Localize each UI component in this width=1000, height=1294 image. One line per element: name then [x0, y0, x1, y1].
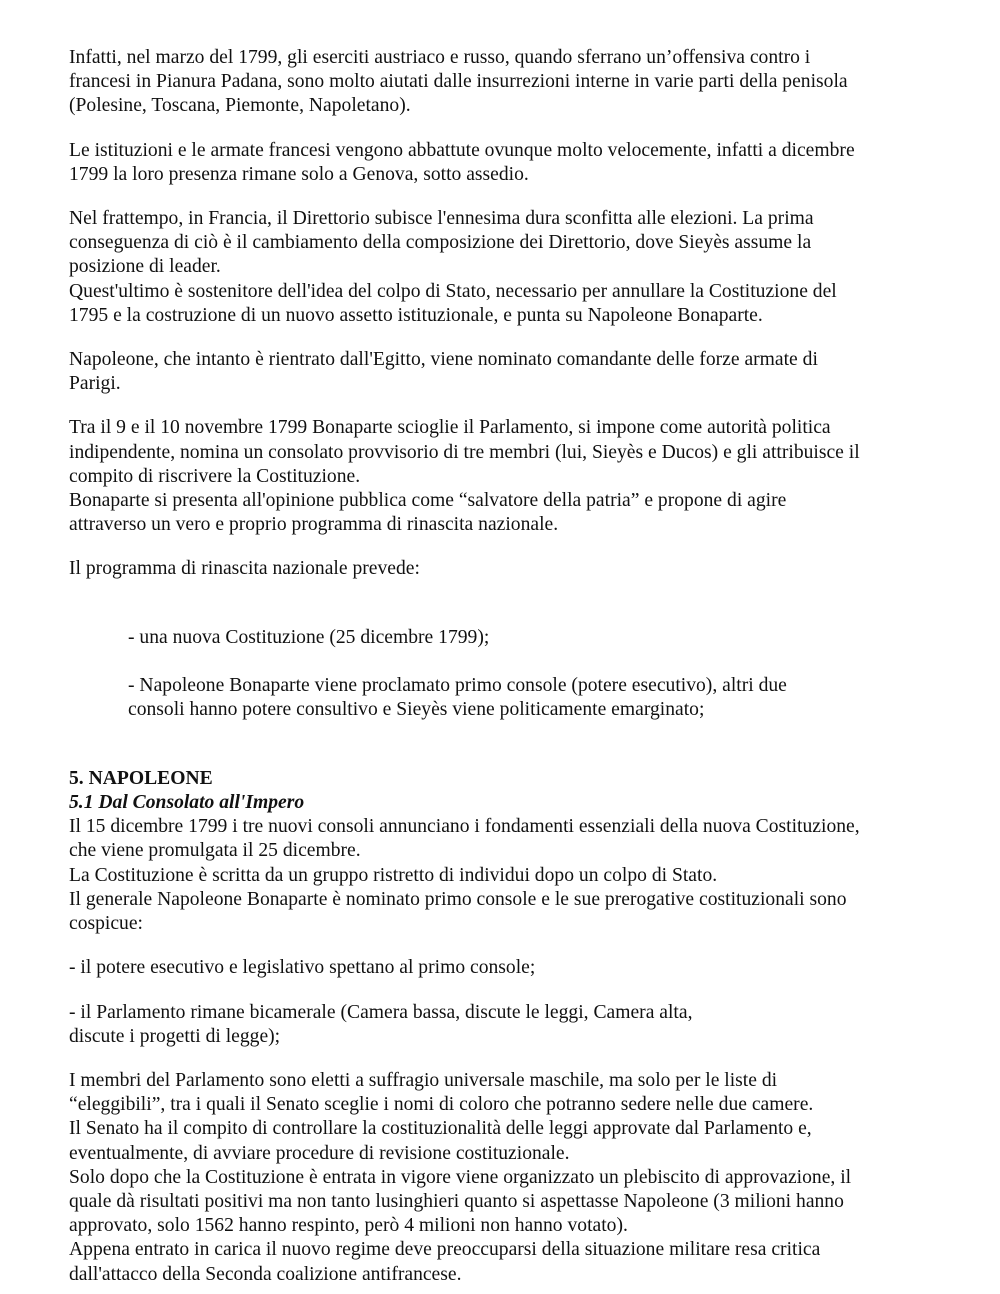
paragraph-coup: Tra il 9 e il 10 novembre 1799 Bonaparte scioglie il Parlamento, si impone come autorità politica indipendente, nomina un consolato provvisorio di tre membri (lui, Sieyès e Ducos) e gli attribuisce il compito di riscrivere la Costituzione. Bonaparte si presenta all'opinione pubblica come “salvatore della patria” e propone di agire attraverso un vero e proprio programma di rinascita nazionale. [69, 417, 860, 536]
paragraph-parliament-senate: I membri del Parlamento sono eletti a suffragio universale maschile, ma solo per le liste di “eleggibili”, tra i quali il Senato sceglie i nomi di coloro che potranno sedere nelle due camere. Il Senato ha il compito di controllare la costituzionalità delle leggi approvate dal Parlamento e, eventualmente, di avviare procedure di revisione costituzionale. Solo dopo che la Costituzione è entrata in vigore viene organizzato un plebiscito di approvazione, il quale dà risultati positivi ma non tanto lusinghieri quanto si aspettasse Napoleone (3 milioni hanno approvato, solo 1562 hanno respinto, però 4 milioni non hanno votato). Appena entrato in carica il nuovo regime deve preoccuparsi della situazione militare resa critica dall'attacco della Seconda coalizione antifrancese. [69, 1069, 852, 1285]
paragraph-constitution-intro: Il 15 dicembre 1799 i tre nuovi consoli annunciano i fondamenti essenziali della nuova Costituzione, che viene promulgata il 25 dicembre. La Costituzione è scritta da un gruppo ristretto di individui dopo un colpo di Stato. Il generale Napoleone Bonaparte è nominato primo console e le sue prerogative costituzionali sono cospicue: [69, 816, 860, 935]
paragraph-program-intro: Il programma di rinascita nazionale prevede: [69, 558, 420, 580]
paragraph-item-executive-power: - il potere esecutivo e legislativo spettano al primo console; [69, 957, 536, 979]
program-list [69, 602, 939, 747]
paragraph-item-bicameral: - il Parlamento rimane bicamerale (Camera bassa, discute le leggi, Camera alta, discute i progetti di legge); [69, 1001, 693, 1047]
document-page [69, 46, 939, 1287]
paragraph-french-collapse: Le istituzioni e le armate francesi vengono abbattute ovunque molto velocemente, infatti a dicembre 1799 la loro presenza rimane solo a Genova, sotto assedio. [69, 139, 855, 185]
paragraph-austro-russian-offensive: Infatti, nel marzo del 1799, gli eserciti austriaco e russo, quando sferrano un’offensiva contro i francesi in Pianura Padana, sono molto aiutati dalle insurrezioni interne in varie parti della penisola (Polesine, Toscana, Piemonte, Napoletano). [69, 47, 848, 117]
section-heading: 5. NAPOLEONE [69, 767, 213, 789]
paragraph-directory-defeat: Nel frattempo, in Francia, il Direttorio subisce l'ennesima dura sconfitta alle elezioni. La prima conseguenza di ciò è il cambiamento della composizione dei Direttorio, dove Sieyès assume la posizione di leader. Quest'ultimo è sostenitore dell'idea del colpo di Stato, necessario per annullare la Costituzione del 1795 e la costruzione di un nuovo assetto istituzionale, e punta su Napoleone Bonaparte. [69, 208, 837, 326]
paragraph-napoleon-return: Napoleone, che intanto è rientrato dall'Egitto, viene nominato comandante delle forze armate di Parigi. [69, 349, 818, 395]
list-item: - una nuova Costituzione (25 dicembre 1799); [128, 626, 490, 648]
list-item: - Napoleone Bonaparte viene proclamato primo console (potere esecutivo), altri due consoli hanno potere consultivo e Sieyès viene politicamente emarginato; [128, 675, 787, 721]
section-subheading: 5.1 Dal Consolato all'Impero [69, 792, 305, 814]
